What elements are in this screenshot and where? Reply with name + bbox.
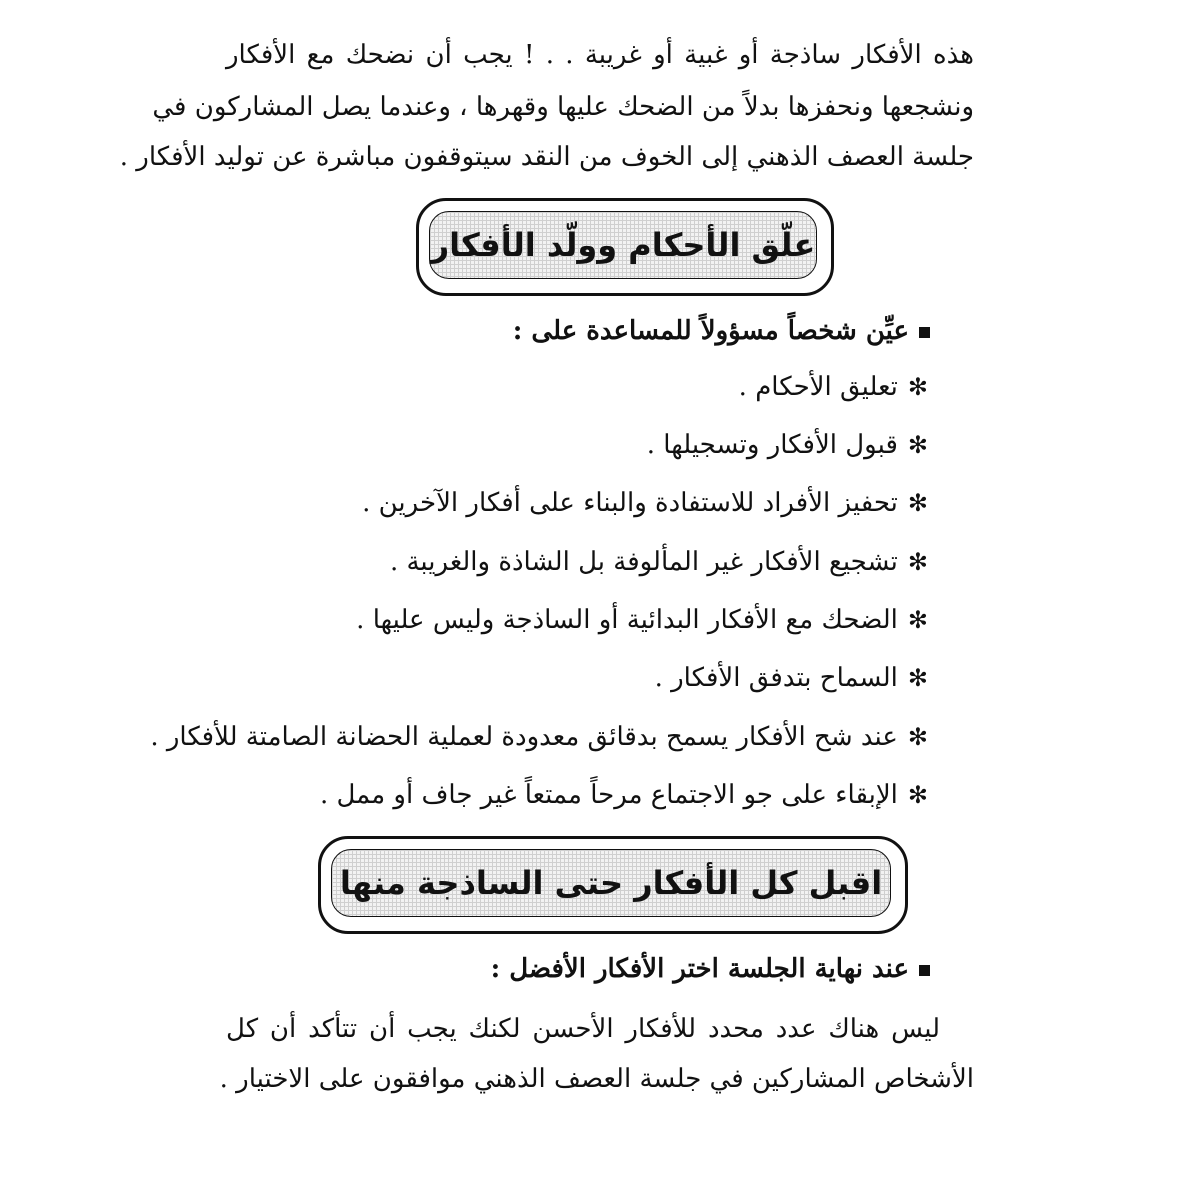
square-bullet-icon bbox=[919, 327, 930, 338]
asterisk-icon: ✻ bbox=[907, 606, 928, 634]
asterisk-icon: ✻ bbox=[907, 723, 928, 751]
section-2-heading-text: عند نهاية الجلسة اختر الأفكار الأفضل : bbox=[490, 954, 909, 984]
asterisk-icon: ✻ bbox=[907, 781, 928, 809]
list-item-text: قبول الأفكار وتسجيلها . bbox=[646, 430, 898, 460]
list-item bbox=[150, 720, 928, 754]
section-banner-1 bbox=[416, 198, 834, 296]
banner-1-inner bbox=[429, 211, 817, 279]
section-1-heading-text: عيِّن شخصاً مسؤولاً للمساعدة على : bbox=[512, 316, 909, 346]
list-item bbox=[390, 545, 928, 579]
section-banner-2 bbox=[318, 836, 908, 934]
list-item-text: عند شح الأفكار يسمح بدقائق معدودة لعملية الحضانة الصامتة للأفكار . bbox=[150, 722, 898, 752]
list-item bbox=[320, 778, 928, 812]
asterisk-icon: ✻ bbox=[907, 431, 928, 459]
list-item-text: السماح بتدفق الأفكار . bbox=[654, 663, 898, 693]
asterisk-icon: ✻ bbox=[907, 548, 928, 576]
asterisk-icon: ✻ bbox=[907, 489, 928, 517]
list-item-text: تحفيز الأفراد للاستفادة والبناء على أفكار الآخرين . bbox=[362, 488, 898, 518]
asterisk-icon: ✻ bbox=[907, 373, 928, 401]
banner-1-title: علّق الأحكام وولّد الأفكار bbox=[430, 226, 816, 264]
list-item bbox=[362, 486, 928, 520]
list-item-text: الإبقاء على جو الاجتماع مرحاً ممتعاً غير جاف أو ممل . bbox=[319, 780, 898, 810]
banner-2-title: اقبل كل الأفكار حتى الساذجة منها bbox=[339, 864, 883, 902]
section-1-heading bbox=[513, 314, 930, 348]
asterisk-icon: ✻ bbox=[907, 664, 928, 692]
list-item bbox=[647, 428, 928, 462]
square-bullet-icon bbox=[919, 965, 930, 976]
intro-line-3: جلسة العصف الذهني إلى الخوف من النقد سيتوقفون مباشرة عن توليد الأفكار . bbox=[119, 142, 974, 172]
list-item bbox=[356, 603, 928, 637]
list-item bbox=[655, 661, 928, 695]
banner-2-inner bbox=[331, 849, 891, 917]
list-item-text: تعليق الأحكام . bbox=[738, 372, 898, 402]
closing-line-1: ليس هناك عدد محدد للأفكار الأحسن لكنك يجب أن تتأكد أن كل bbox=[226, 1014, 940, 1044]
section-2-heading bbox=[491, 952, 930, 986]
intro-line-2: ونشجعها ونحفزها بدلاً من الضحك عليها وقهرها ، وعندما يصل المشاركون في bbox=[152, 92, 974, 122]
intro-line-1: هذه الأفكار ساذجة أو غبية أو غريبة . . ! يجب أن نضحك مع الأفكار bbox=[226, 40, 974, 70]
list-item bbox=[739, 370, 928, 404]
list-item-text: الضحك مع الأفكار البدائية أو الساذجة وليس عليها . bbox=[356, 605, 898, 635]
closing-line-2: الأشخاص المشاركين في جلسة العصف الذهني موافقون على الاختيار . bbox=[219, 1064, 974, 1094]
list-item-text: تشجيع الأفكار غير المألوفة بل الشاذة والغريبة . bbox=[389, 547, 898, 577]
